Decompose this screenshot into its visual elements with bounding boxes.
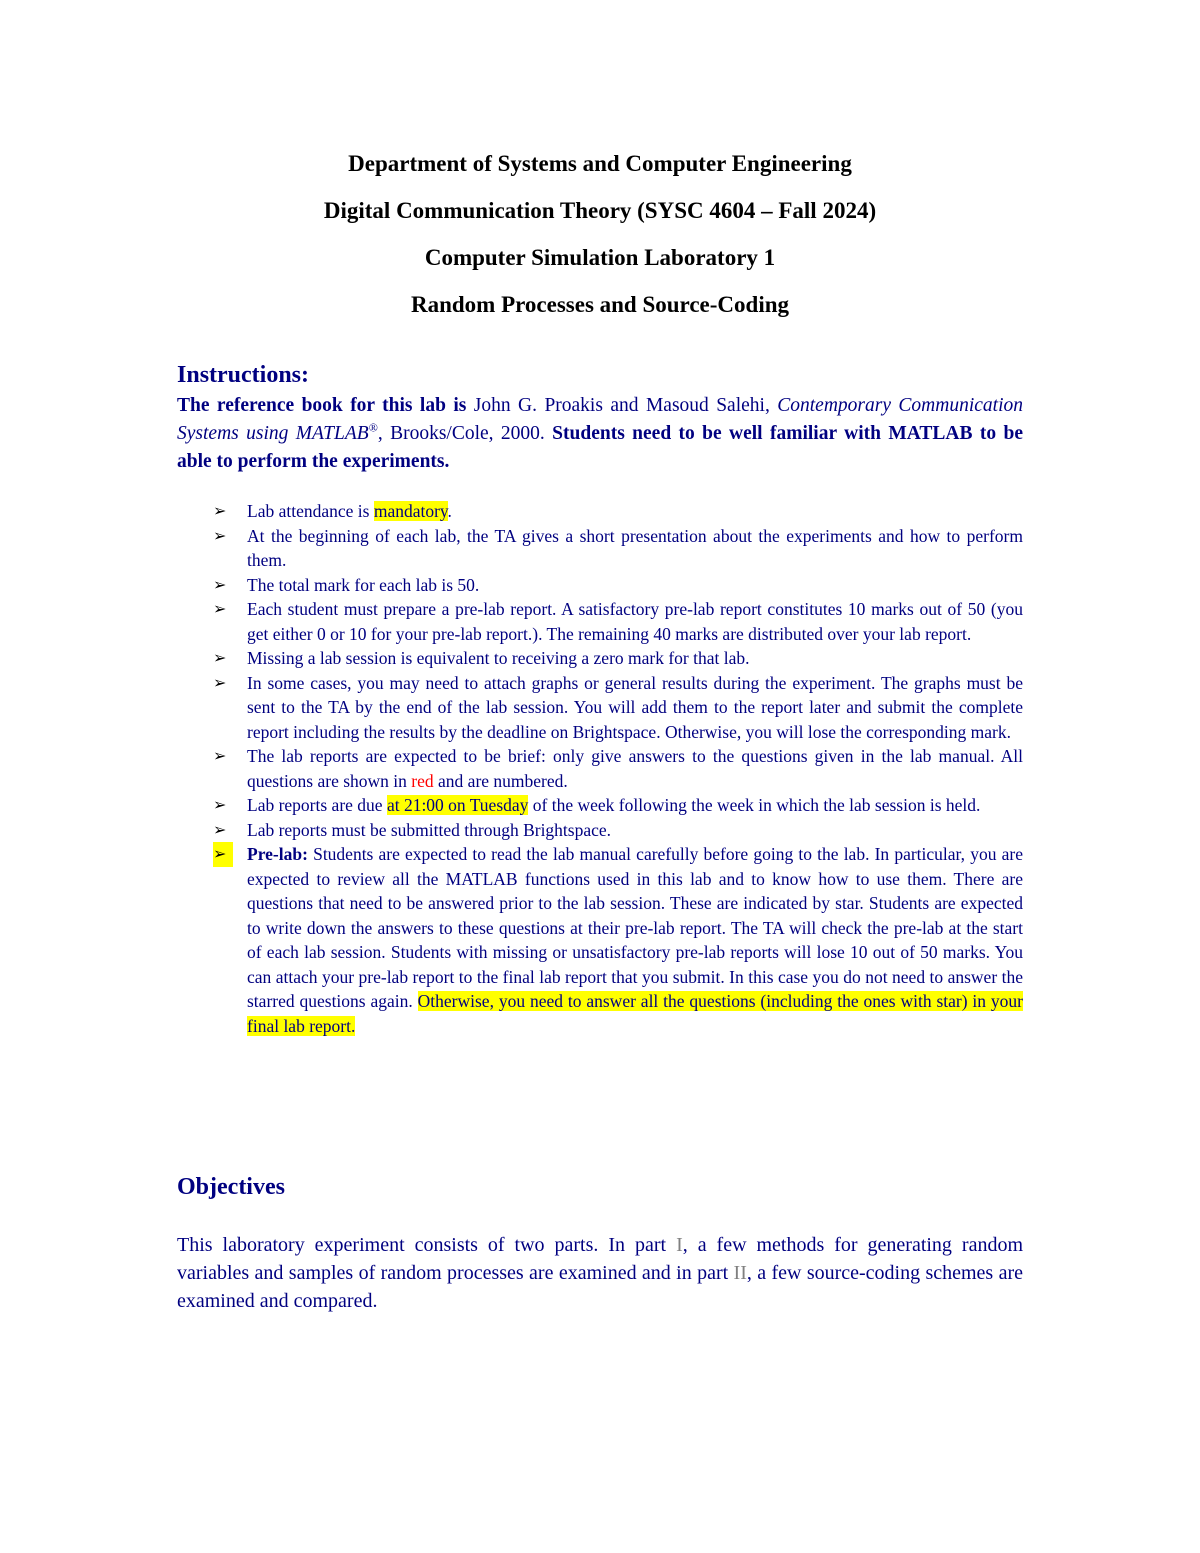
arrow-bullet-icon: ➢ — [213, 746, 227, 765]
arrow-bullet-icon: ➢ — [213, 525, 227, 545]
lab-subtitle: Random Processes and Source-Coding — [410, 292, 790, 317]
highlight-final-report: Otherwise, you need to answer all the questions (including the ones with star) in your final lab report. — [247, 991, 1023, 1036]
list-item: ➢ Pre-lab: Students are expected to read the lab manual carefully before going to the lab. In particular, you are expected to review all the MATLAB functions used in this lab and to know how to use them. There are questions that need to be answered prior to the lab session. These are indicated by star. Students are expected to write down the answers to these questions at their pre-lab report. The TA will check the pre-lab at the start of each lab session. Students with missing or unsatisfactory pre-lab reports will lose 10 out of 50 marks. You can attach your pre-lab report to the final lab report that you submit. In this case you do not need to answer the starred questions again. Otherwise, you need to answer all the questions (including the ones with star) in your final lab report. — [213, 844, 1023, 1036]
instructions-list — [213, 499, 1023, 1038]
arrow-bullet-icon: ➢ — [213, 599, 227, 618]
department-title: Department of Systems and Computer Engineering — [348, 151, 852, 176]
objectives-paragraph: This laboratory experiment consists of two parts. In part I, a few methods for generating random variables and samples of random processes are examined and in part II, a few source-coding schemes are examined and compared. — [177, 1234, 1023, 1312]
list-item: ➢ Each student must prepare a pre-lab report. A satisfactory pre-lab report constitutes 10 marks out of 50 (you get either 0 or 10 for your pre-lab report.). The remaining 40 marks are distributed over your lab report. — [213, 599, 1023, 644]
list-item: ➢ Missing a lab session is equivalent to receiving a zero mark for that lab. — [213, 646, 1023, 671]
intro-authors: John G. Proakis and Masoud Salehi, — [466, 395, 778, 416]
list-item: ➢ Lab reports are due at 21:00 on Tuesday of the week following the week in which the lab session is held. — [213, 793, 1023, 818]
arrow-bullet-icon: ➢ — [213, 795, 227, 814]
red-word: red — [411, 770, 434, 791]
registered-mark: ® — [368, 420, 378, 435]
arrow-bullet-icon: ➢ — [213, 672, 227, 692]
list-item: ➢ At the beginning of each lab, the TA gives a short presentation about the experiments and how to perform them. — [213, 525, 1023, 570]
instructions-intro — [177, 392, 1023, 476]
objectives-heading: Objectives — [177, 1174, 285, 1200]
arrow-bullet-icon: ➢ — [213, 648, 227, 667]
list-item: ➢ In some cases, you may need to attach graphs or general results during the experiment. The graphs must be sent to the TA by the end of the lab session. You will add them to the report later and submit the complete report including the results by the deadline on Brightspace. Otherwise, you will lose the corresponding mark. — [213, 672, 1023, 742]
highlight-deadline: at 21:00 on Tuesday — [386, 795, 529, 815]
lab-title: Computer Simulation Laboratory 1 — [424, 245, 776, 270]
arrow-bullet-icon: ➢ — [213, 574, 227, 594]
arrow-bullet-icon: ➢ — [213, 501, 227, 520]
list-item: ➢ The lab reports are expected to be brief: only give answers to the questions given in the lab manual. All questions are shown in red and are numbered. — [213, 746, 1023, 791]
part-two-label: II — [733, 1262, 747, 1284]
prelab-label: Pre-lab: — [247, 844, 308, 864]
instructions-heading: Instructions: — [177, 362, 310, 388]
part-one-label: I — [676, 1234, 683, 1256]
course-title: Digital Communication Theory (SYSC 4604 – Fall 2024) — [323, 198, 877, 223]
title-block — [0, 140, 1200, 328]
highlight-mandatory: mandatory — [373, 501, 448, 521]
list-item: ➢ Lab reports must be submitted through Brightspace. — [213, 818, 1023, 843]
list-item: ➢ Lab attendance is mandatory. — [213, 499, 1023, 524]
intro-bold-requirement: Students need to be well familiar with MATLAB to be able to perform the experiments. — [177, 423, 1023, 472]
list-item: ➢ The total mark for each lab is 50. — [213, 573, 1023, 598]
intro-book-title: Contemporary Communication Systems using MATLAB — [177, 395, 1023, 444]
intro-publisher: , Brooks/Cole, 2000. — [377, 423, 553, 444]
intro-bold-lead: The reference book for this lab is — [177, 395, 467, 416]
arrow-bullet-icon: ➢ — [213, 819, 227, 839]
arrow-bullet-icon: ➢ — [213, 842, 233, 867]
